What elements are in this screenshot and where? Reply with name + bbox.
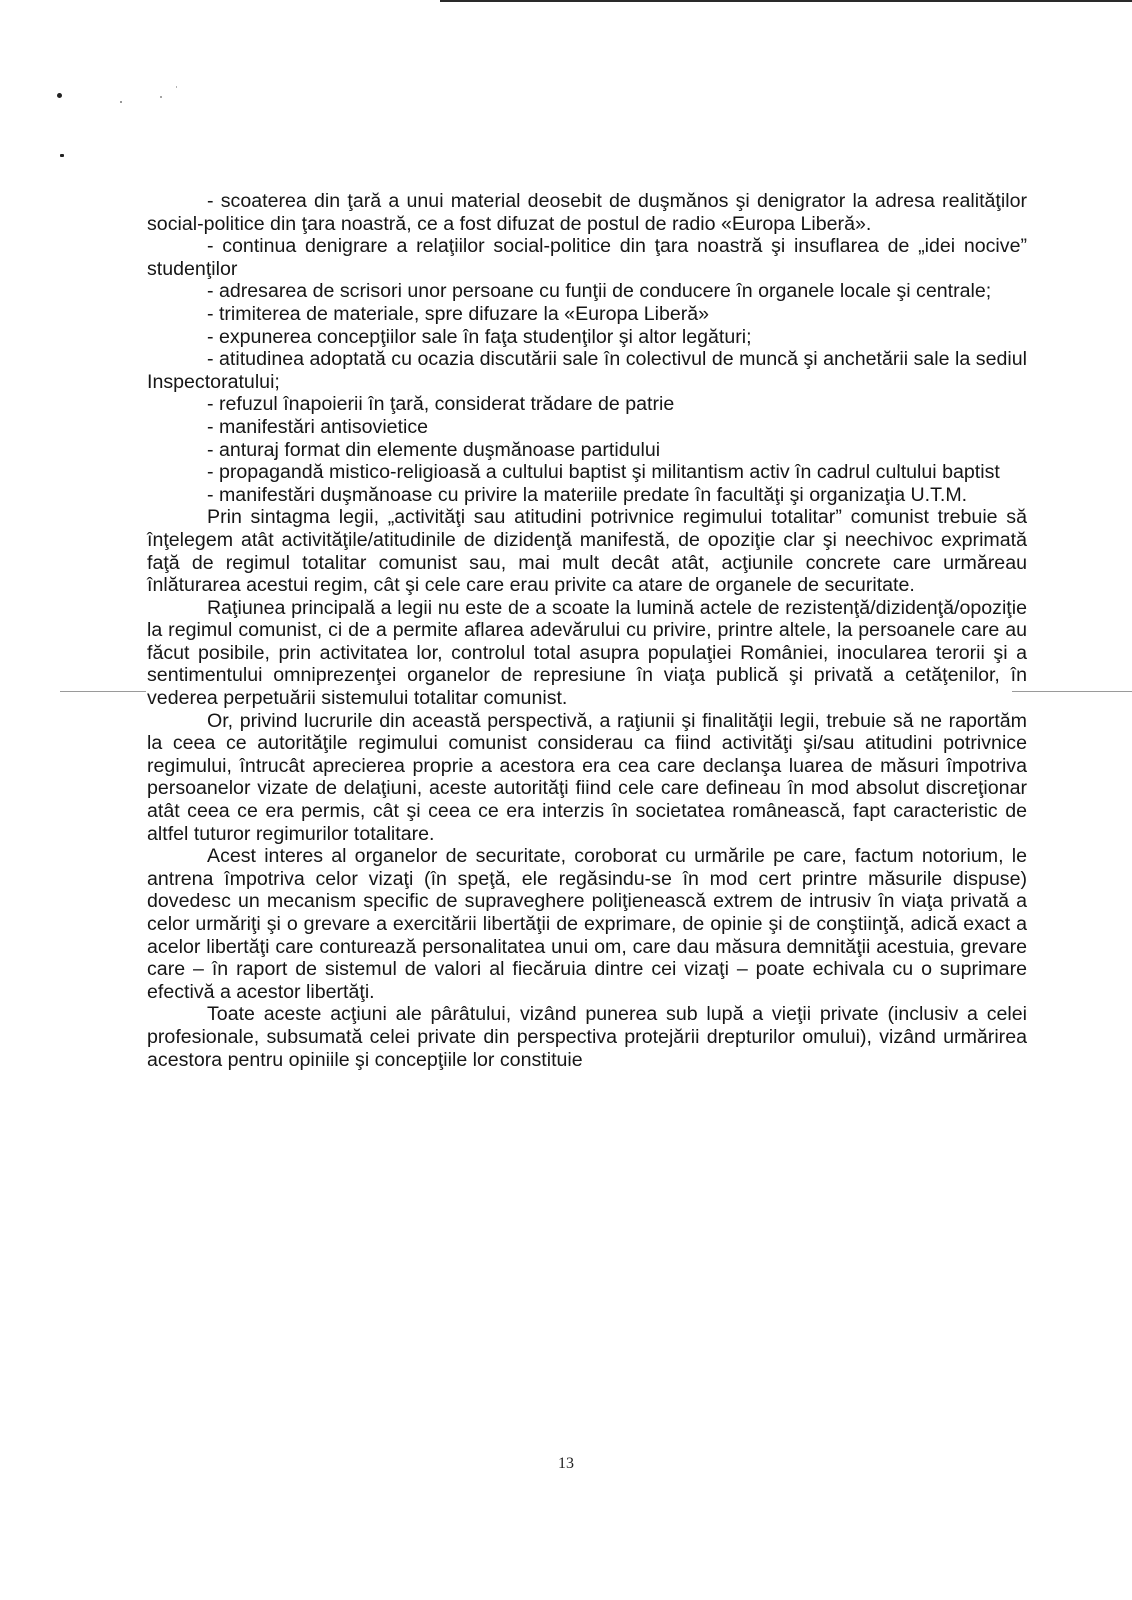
scan-fold-line [1012, 691, 1132, 692]
scan-speck [120, 101, 122, 103]
paragraph: Or, privind lucrurile din această perspectivă, a raţiunii şi finalităţii legii, trebuie să ne raportăm la ceea ce autorităţile regimului comunist considerau ca fiind activităţi şi/sau atitudini potrivnice regimului, întrucât aprecierea proprie a acestora era cea care declanşa luarea de măsuri împotriva persoanelor vizate de delaţiuni, aceste autorităţi fiind cele care defineau în mod absolut discreţionar atât ceea ce era permis, cât şi ceea ce era interzis în societatea românească, fapt caracteristic de altfel tuturor regimurilor totalitare. [147, 709, 1027, 845]
list-item: - trimiterea de materiale, spre difuzare la «Europa Liberă» [207, 302, 710, 325]
paragraph: Acest interes al organelor de securitate, coroborat cu urmările pe care, factum notorium, le antrena împotriva celor vizaţi (în speţă, ele regăsindu-se în mod cert printre măsurile dispuse) dovedesc un mecanism specific de supraveghere poliţienească extrem de intrusiv în viaţa privată a celor urmăriţi şi o grevare a exercitării libertăţii de exprimare, de opinie şi de conştiinţă, adică exact a acelor libertăţi care conturează personalitatea unui om, care dau măsura demnităţii acestuia, grevare care – în raport de sistemul de valori al fiecăruia dintre cei vizaţi – poate echivala cu o suprimare efectivă a acestor libertăţi. [147, 845, 1027, 1003]
page-number: 13 [558, 1455, 574, 1472]
list-item: - manifestări duşmănoase cu privire la materiile predate în facultăţi şi organizaţia U.T.M. [207, 483, 968, 506]
list-item: - scoaterea din ţară a unui material deosebit de duşmănos şi denigrator la adresa realităţilor social-politice din ţara noastră, ce a fost difuzat de postul de radio «Europa Liberă». [147, 190, 1027, 235]
scan-fold-line [60, 691, 146, 692]
scan-top-border [440, 0, 1132, 2]
list-item: - atitudinea adoptată cu ocazia discutării sale în colectivul de muncă şi anchetării sale la sediul Inspectoratului; [147, 348, 1027, 393]
list-item: - manifestări antisovietice [207, 415, 429, 438]
paragraph: Toate aceste acţiuni ale pârâtului, vizând punerea sub lupă a vieţii private (inclusiv a celei profesionale, subsumată celei private din perspectiva protejării drepturilor omului), vizând urmărirea acestora pentru opiniile şi concepţiile lor constituie [147, 1003, 1027, 1071]
list-item: - adresarea de scrisori unor persoane cu funţii de conducere în organele locale şi centrale; [207, 280, 992, 303]
scan-speck [160, 96, 162, 98]
paragraph: Prin sintagma legii, „activităţi sau atitudini potrivnice regimului totalitar” comunist trebuie să înţelegem atât activităţile/atitudinile de dizidenţă manifestă, de opoziţie clar şi neechivoc exprimată faţă de regimul totalitar comunist sau, mai mult decât atât, acţiunile concrete care urmăreau înlăturarea acestui regim, cât şi cele care erau privite ca atare de organele de securitate. [147, 506, 1027, 597]
list-item: - expunerea concepţiilor sale în faţa studenţilor şi altor legături; [207, 325, 752, 348]
paragraph: Raţiunea principală a legii nu este de a scoate la lumină actele de rezistenţă/dizidenţă/opoziţie la regimul comunist, ci de a permite aflarea adevărului cu privire, printre altele, la persoanele care au făcut posibile, prin activitatea lor, controlul total asupra populaţiei României, inocularea terorii şi a sentimentului omniprezenţei organelor de represiune în viaţa publică şi privată a cetăţenilor, în vederea perpetuării sistemului totalitar comunist. [147, 596, 1027, 710]
list-item: - propagandă mistico-religioasă a cultului baptist şi militantism activ în cadrul cultului baptist [207, 461, 1000, 484]
list-item: - anturaj format din elemente duşmănoase partidului [207, 438, 661, 461]
scan-speck [60, 154, 64, 157]
list-item: - refuzul înapoierii în ţară, considerat trădare de patrie [207, 393, 675, 416]
list-item: - continua denigrare a relaţiilor social-politice din ţara noastră şi insuflarea de „idei nocive” studenţilor [147, 235, 1027, 280]
scan-speck [176, 86, 177, 88]
document-body [147, 190, 1027, 1071]
scan-speck [57, 93, 62, 98]
